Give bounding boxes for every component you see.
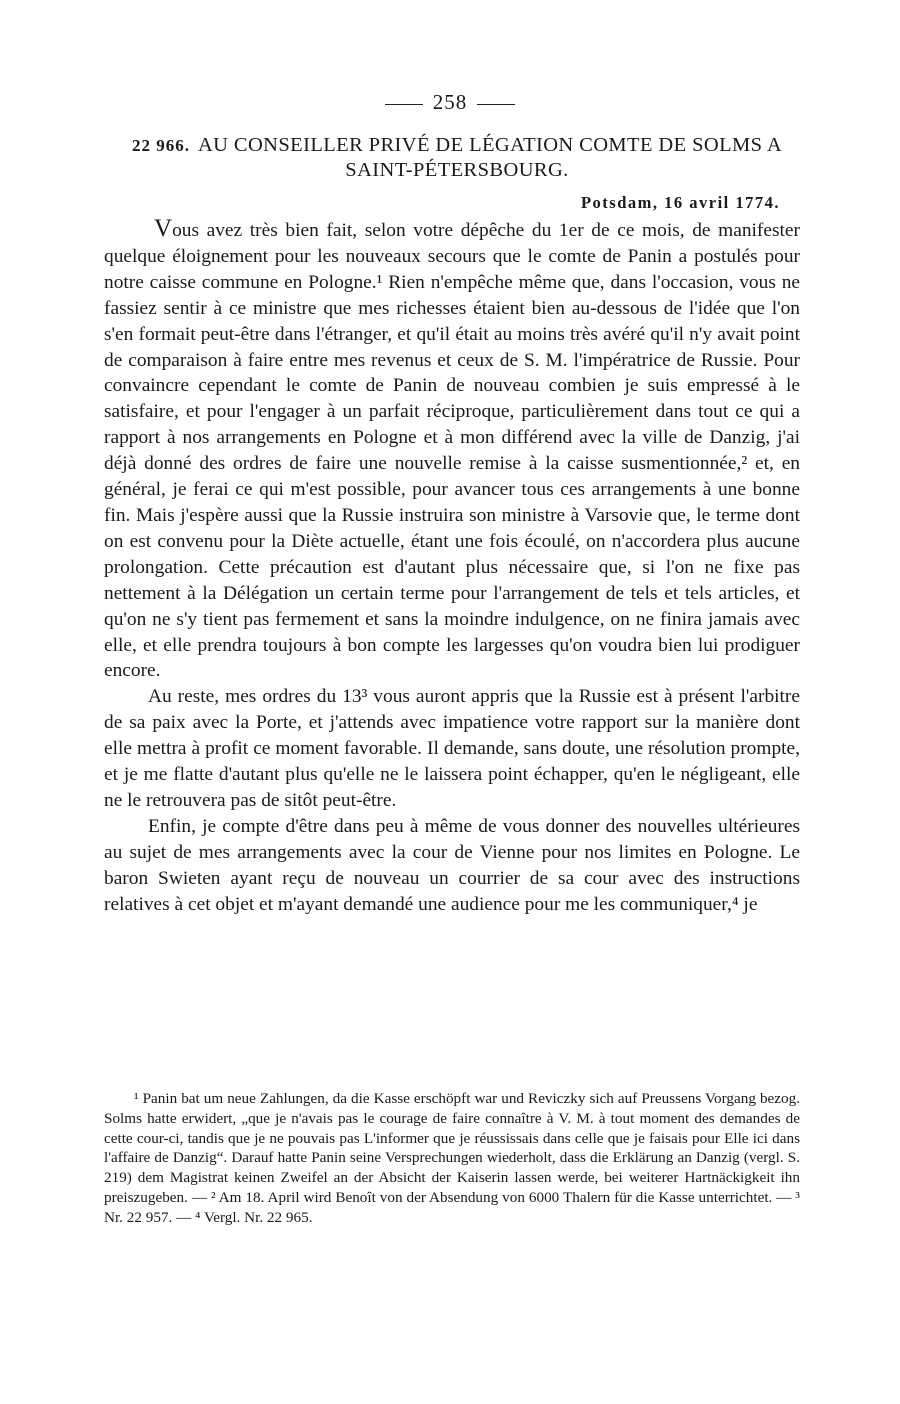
page-number-text: 258 bbox=[432, 90, 468, 114]
footnotes bbox=[104, 1089, 800, 1228]
paragraph: Enfin, je compte d'être dans peu à même de vous donner des nouvelles ultérieures au sujet de mes arrangements avec la cour de Vienne pour nos limites en Pologne. Le baron Swieten ayant reçu de nouveau un courrier de sa cour avec des instructions relatives à cet objet et m'ayant demandé une audience pour me les communiquer,⁴ je bbox=[104, 815, 800, 915]
page-number bbox=[0, 90, 900, 115]
paragraph bbox=[104, 216, 800, 684]
dateline: Potsdam, 16 avril 1774. bbox=[580, 193, 780, 212]
divider bbox=[385, 104, 423, 105]
paragraph-text: ous avez très bien fait, selon votre dépêche du 1er de ce mois, de manifester quelque éloignement pour les nouveaux secours que le comte de Panin a postulés pour notre caisse commune en Pologne.¹ Rien n'empêche même que, dans l'occasion, vous ne fassiez sentir à ce ministre que mes richesses étaient bien au-dessous de l'idée que l'on s'en formait peut-être dans l'étranger, et qu'il était au moins très avéré qu'il n'y avait point de comparaison à faire entre mes revenus et ceux de S. M. l'impératrice de Russie. Pour convaincre cependant le comte de Panin de nouveau combien je suis empressé à le satisfaire, et pour l'engager à un parfait réciproque, particulièrement dans tout ce qui a rapport à nos arrangements en Pologne et à mon différend avec la ville de Danzig, j'ai déjà donné des ordres de faire une nouvelle remise à la caisse susmentionnée,² et, en général, je ferai ce qui m'est possible, pour avancer tous ces arrangements à une bonne fin. Mais j'espère aussi que la Russie instruira son ministre à Varsovie que, le terme dont on est convenu pour la Diète actuelle, étant une fois écoulé, on n'accordera plus aucune prolongation. Cette précaution est d'autant plus nécessaire que, si l'on ne fixe pas nettement à la Délégation un certain terme pour l'arrangement de tels et tels articles, et qu'on ne s'y tient pas fermement et sans la moindre indulgence, on ne finira jamais avec elle, et elle prendra toujours à bon compte les largesses qu'on voudra bien lui prodiguer encore. bbox=[104, 220, 800, 682]
letter-number: 22 966. bbox=[131, 136, 190, 155]
initial-letter: V bbox=[154, 215, 173, 242]
paragraph: Au reste, mes ordres du 13³ vous auront appris que la Russie est à présent l'arbitre de sa paix avec la Porte, et j'attends avec impatience votre rapport sur la manière dont elle mettra à profit ce moment favorable. Il demande, sans doute, une résolution prompte, et je me flatte d'autant plus qu'elle ne le laissera point échapper, qu'en le négligeant, elle ne le retrouvera pas de sitôt peut-être. bbox=[104, 686, 800, 811]
footnote-text: ¹ Panin bat um neue Zahlungen, da die Kasse erschöpft war und Reviczky sich auf Preussens Vorgang bezog. Solms hatte erwidert, „que je n'avais pas le courage de faire connaître à V. M. à tout moment des demandes de cette cour-ci, tandis que je ne pouvais pas L'informer que je réussissais dans celle que je faisais pour Elle ici dans l'affaire de Danzig“. Darauf hatte Panin seine Versprechungen wiederholt, dass die Erklärung an Danzig (vergl. S. 219) dem Magistrat keinen Zweifel an der Absicht der Kaiserin lassen werde, bei weiterer Hartnäckigkeit ihn preiszugeben. — ² Am 18. April wird Benoît von der Absendung von 6000 Thalern für die Kasse unterrichtet. — ³ Nr. 22 957. — ⁴ Vergl. Nr. 22 965. bbox=[104, 1090, 800, 1226]
letter-title: AU CONSEILLER PRIVÉ DE LÉGATION COMTE DE SOLMS A SAINT-PÉTERSBOURG. bbox=[197, 134, 783, 181]
letter-body bbox=[104, 216, 800, 917]
letter-heading bbox=[112, 133, 802, 183]
divider bbox=[477, 104, 515, 105]
